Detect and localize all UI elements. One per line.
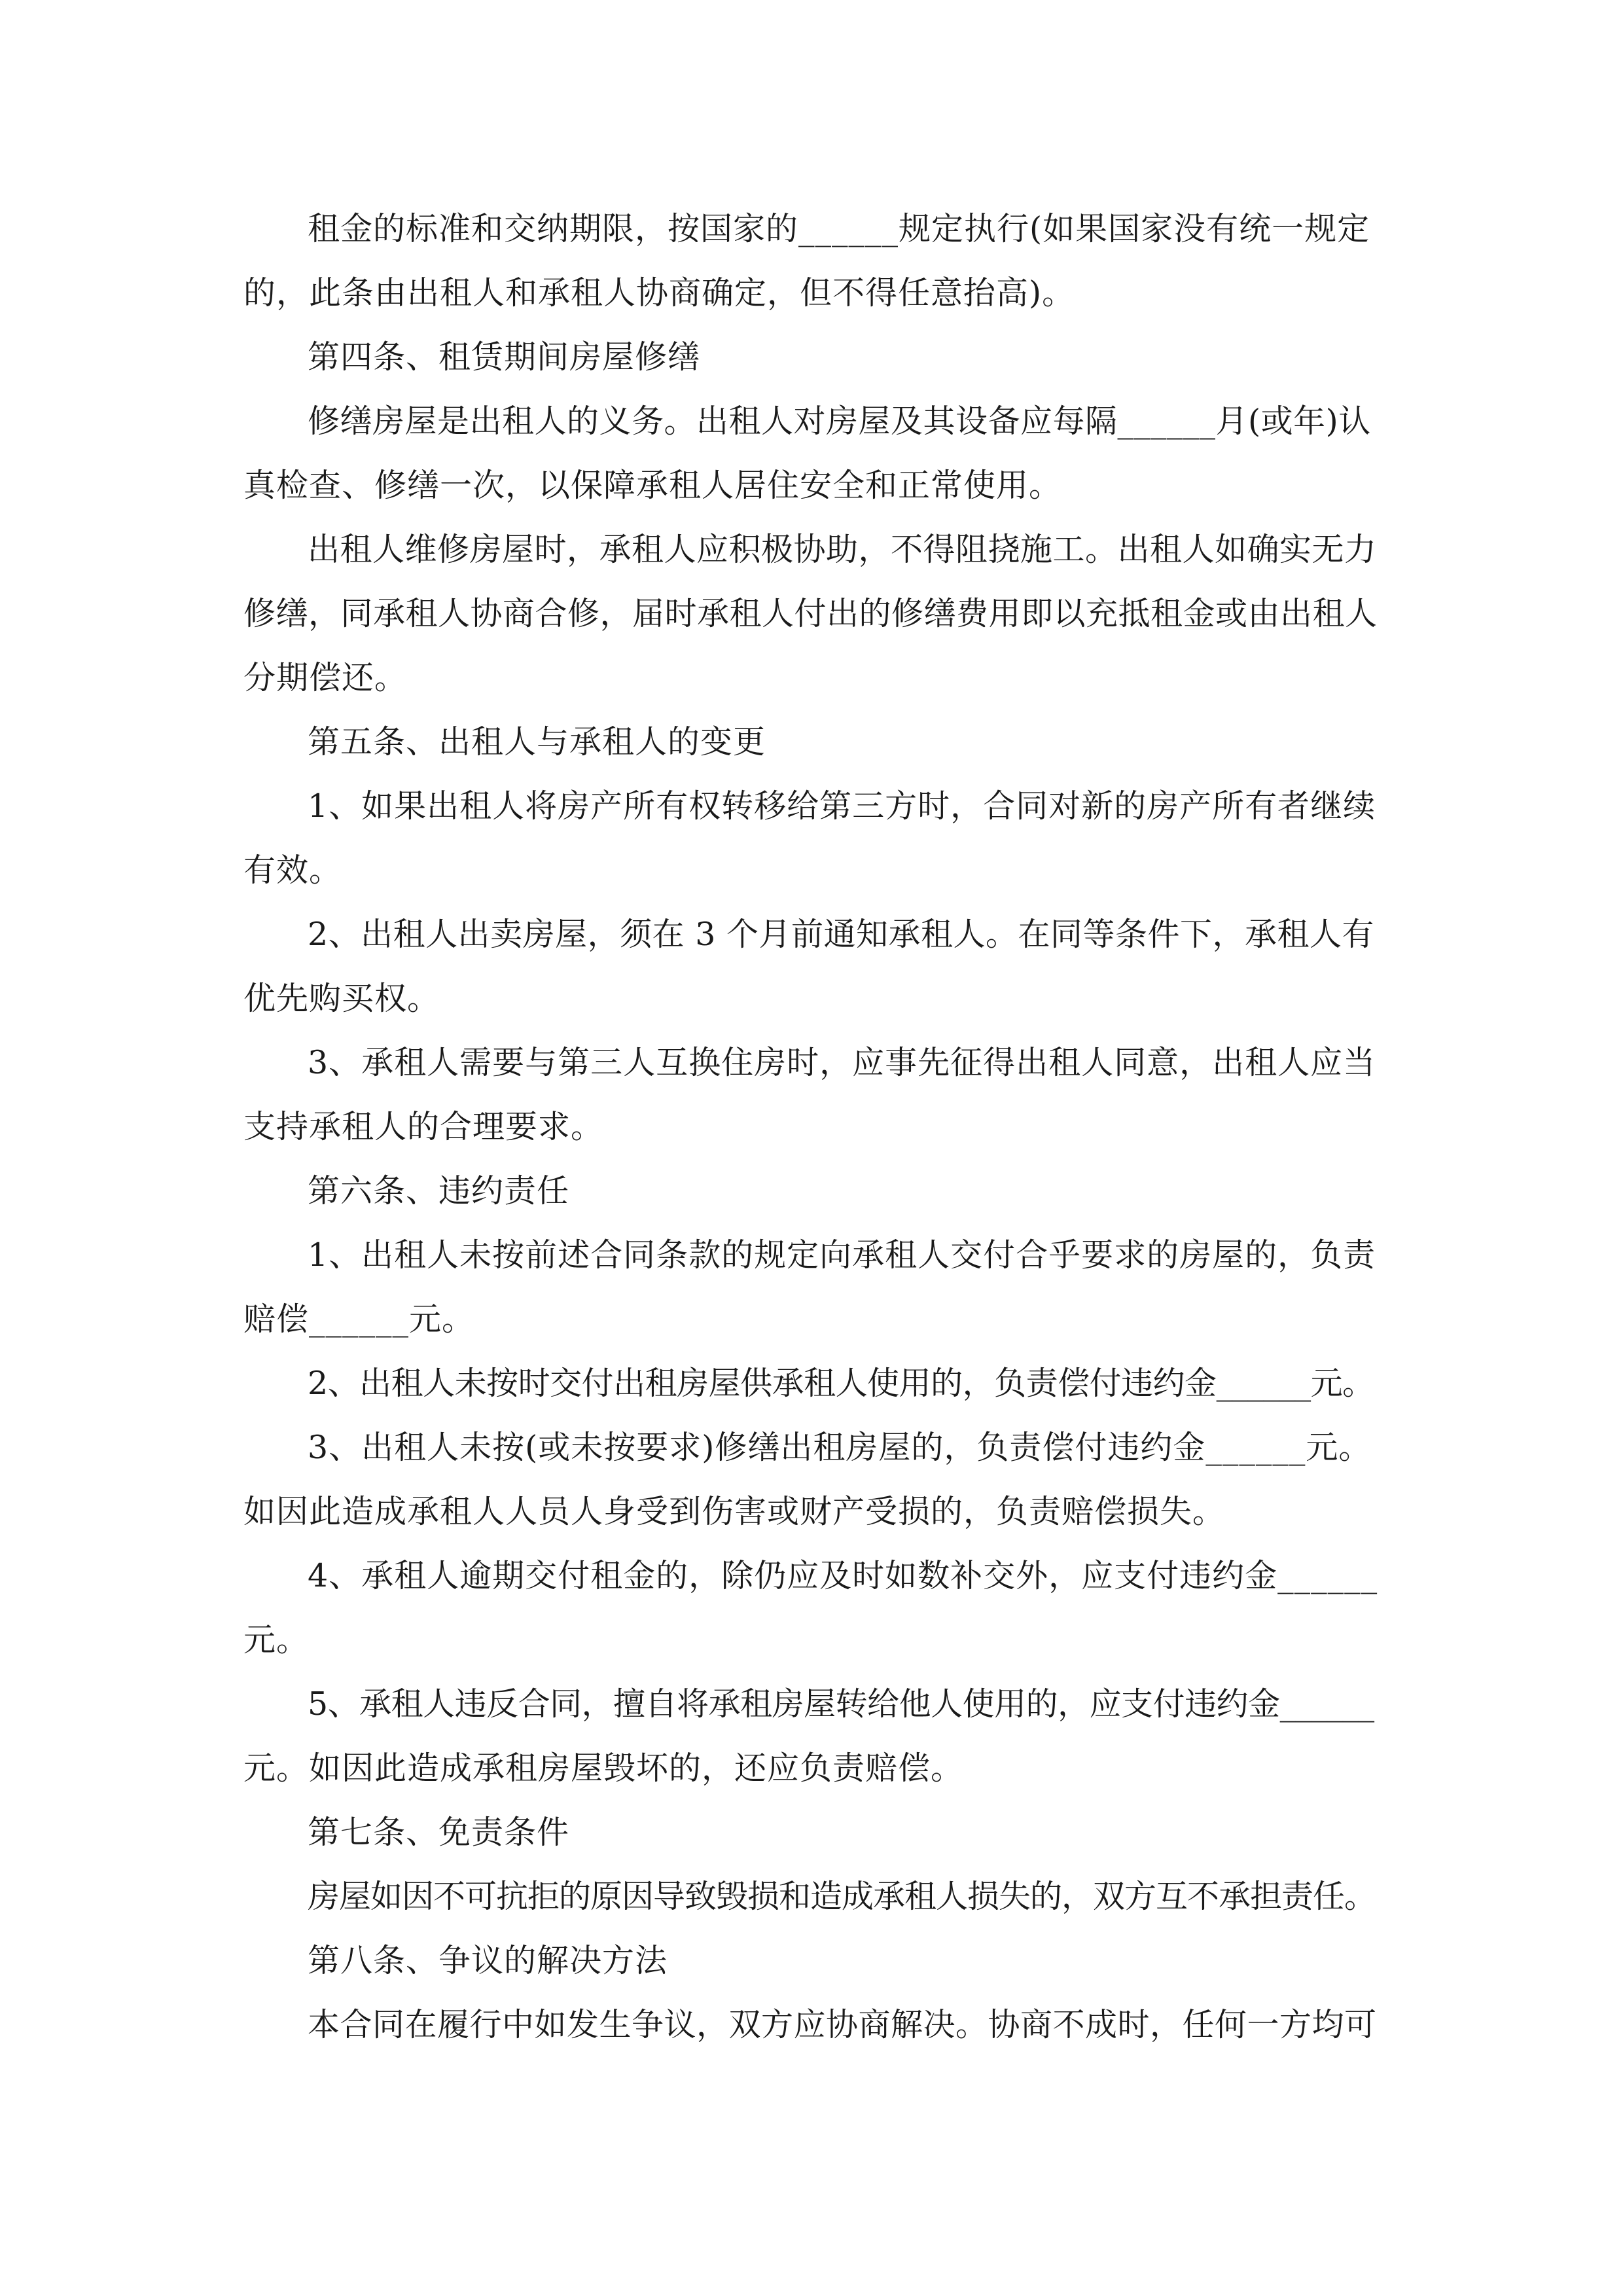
line-exemption: 房屋如因不可抗拒的原因导致毁损和造成承租人损失的，双方互不承担责任。 [308,1878,1376,1915]
line-change-item-3-cont: 支持承租人的合理要求。 [243,1108,604,1145]
line-breach-item-3: 3、出租人未按(或未按要求)修缮出租房屋的，负责偿付违约金______元。 [308,1429,1372,1466]
line-repair-duty-cont: 真检查、修缮一次，以保障承租人居住安全和正常使用。 [243,467,1062,504]
line-breach-item-4-cont: 元。 [243,1621,310,1659]
line-breach-item-5: 5、承租人违反合同，擅自将承租房屋转给他人使用的，应支付违约金______ [308,1685,1374,1723]
line-breach-item-2: 2、出租人未按时交付出租房屋供承租人使用的，负责偿付违约金______元。 [308,1365,1374,1402]
line-rent-standard: 租金的标准和交纳期限，按国家的______规定执行(如果国家没有统一规定 [308,210,1370,247]
line-change-item-1-cont: 有效。 [243,852,342,889]
line-breach-item-3-cont: 如因此造成承租人人员人身受到伤害或财产受损的，负责赔偿损失。 [243,1493,1226,1530]
line-repair-duty: 修缮房屋是出租人的义务。出租人对房屋及其设备应每隔______月(或年)认 [308,403,1371,440]
heading-article-7: 第七条、免责条件 [308,1814,570,1851]
contract-text-body [243,197,1379,2057]
line-change-item-2-cont: 优先购买权。 [243,980,440,1017]
heading-article-6: 第六条、违约责任 [308,1172,570,1210]
line-change-item-3: 3、承租人需要与第三人互换住房时，应事先征得出租人同意，出租人应当 [308,1044,1376,1081]
line-change-item-2: 2、出租人出卖房屋，须在 3 个月前通知承租人。在同等条件下，承租人有 [308,916,1375,953]
line-change-item-1: 1、如果出租人将房产所有权转移给第三方时，合同对新的房产所有者继续 [308,787,1376,825]
line-breach-item-5-cont: 元。如因此造成承租房屋毁坏的，还应负责赔偿。 [243,1749,964,1787]
line-breach-item-1-cont: 赔偿______元。 [243,1300,475,1338]
line-rent-standard-cont: 的，此条由出租人和承租人协商确定，但不得任意抬高)。 [243,274,1075,312]
line-breach-item-4: 4、承租人逾期交付租金的，除仍应及时如数补交外，应支付违约金______ [308,1557,1378,1594]
line-repair-assist: 出租人维修房屋时，承租人应积极协助，不得阻挠施工。出租人如确实无力 [308,531,1377,568]
heading-article-5: 第五条、出租人与承租人的变更 [308,723,766,761]
line-dispute: 本合同在履行中如发生争议，双方应协商解决。协商不成时，任何一方均可 [308,2006,1377,2043]
line-breach-item-1: 1、出租人未按前述合同条款的规定向承租人交付合乎要求的房屋的，负责 [308,1236,1376,1274]
line-repair-assist-cont-1: 修缮，同承租人协商合修，届时承租人付出的修缮费用即以充抵租金或由出租人 [243,595,1378,632]
heading-article-4: 第四条、租赁期间房屋修缮 [308,338,701,376]
line-repair-assist-cont-2: 分期偿还。 [243,659,408,696]
heading-article-8: 第八条、争议的解决方法 [308,1942,668,1979]
